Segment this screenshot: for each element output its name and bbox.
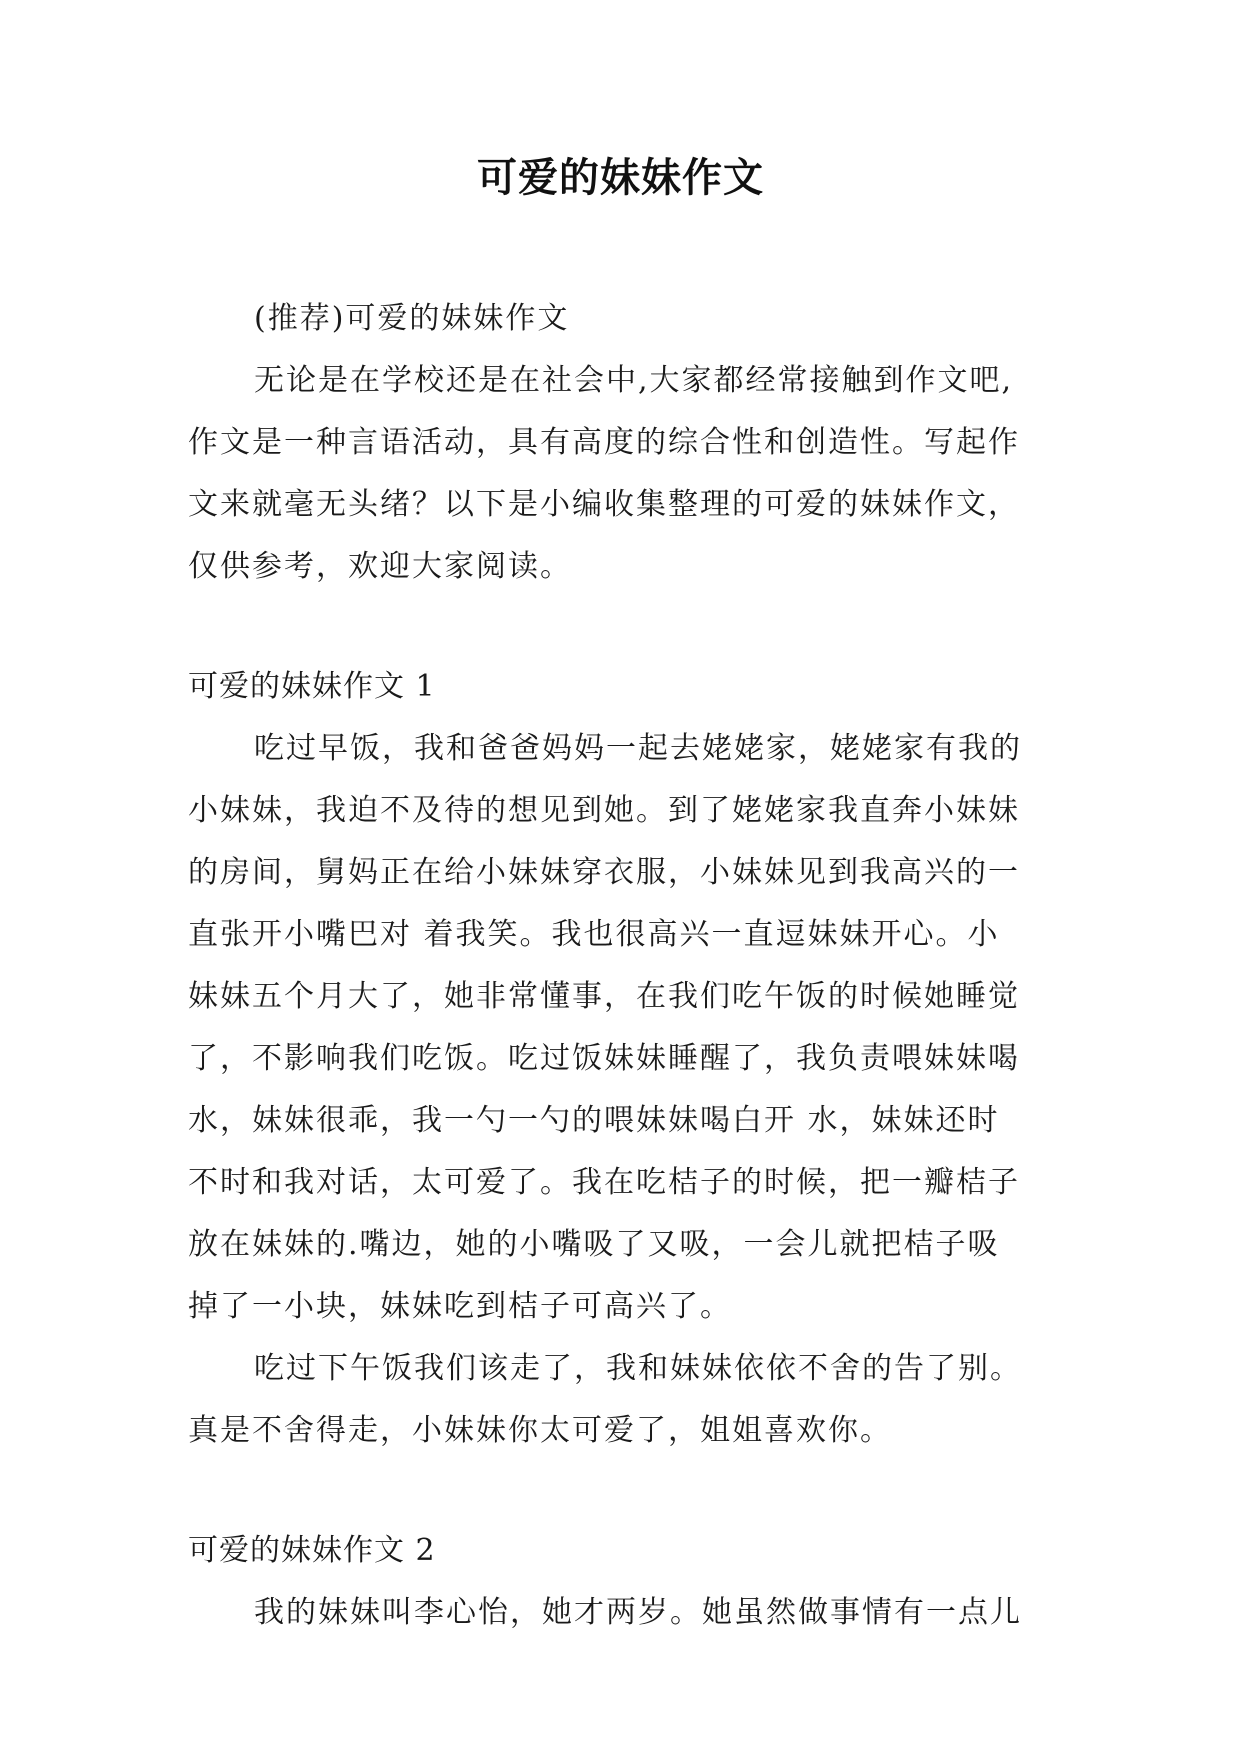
essay-1-paragraph-line: 吃过早饭，我和爸爸妈妈一起去姥姥家，姥姥家有我的 (254, 731, 1022, 766)
essay-1-paragraph-line: 放在妹妹的.嘴边，她的小嘴吸了又吸，一会儿就把桔子吸 (188, 1227, 1000, 1262)
intro-line: 文来就毫无头绪？以下是小编收集整理的可爱的妹妹作文， (188, 487, 1020, 522)
essay-1-paragraph-line: 的房间，舅妈正在给小妹妹穿衣服，小妹妹见到我高兴的一 (188, 855, 1020, 890)
document-title: 可爱的妹妹作文 (477, 155, 764, 201)
essay-1-heading: 可爱的妹妹作文 1 (188, 669, 436, 704)
document-body (188, 288, 1068, 1644)
intro-subtitle: (推荐)可爱的妹妹作文 (254, 301, 570, 336)
essay-1-paragraph-line: 真是不舍得走，小妹妹你太可爱了，姐姐喜欢你。 (188, 1413, 892, 1448)
essay-2-paragraph-line: 我的妹妹叫李心怡，她才两岁。她虽然做事情有一点儿 (254, 1595, 1022, 1630)
essay-1-paragraph-line: 水，妹妹很乖，我一勺一勺的喂妹妹喝白开 水，妹妹还时 (188, 1103, 1000, 1138)
essay-1-paragraph-line: 了，不影响我们吃饭。吃过饭妹妹睡醒了，我负责喂妹妹喝 (188, 1041, 1020, 1076)
section-spacer (188, 1462, 1068, 1520)
section-spacer (188, 598, 1068, 656)
essay-1-paragraph-line: 吃过下午饭我们该走了，我和妹妹依依不舍的告了别。 (254, 1351, 1022, 1386)
essay-1-paragraph-line: 小妹妹，我迫不及待的想见到她。到了姥姥家我直奔小妹妹 (188, 793, 1020, 828)
intro-line: 无论是在学校还是在社会中,大家都经常接触到作文吧, (254, 363, 1014, 398)
essay-2-heading: 可爱的妹妹作文 2 (188, 1533, 436, 1568)
essay-1-paragraph-line: 不时和我对话，太可爱了。我在吃桔子的时候，把一瓣桔子 (188, 1165, 1020, 1200)
essay-1-paragraph-line: 掉了一小块，妹妹吃到桔子可高兴了。 (188, 1289, 732, 1324)
intro-line: 仅供参考，欢迎大家阅读。 (188, 549, 572, 584)
intro-line: 作文是一种言语活动，具有高度的综合性和创造性。写起作 (188, 425, 1020, 460)
essay-1-paragraph-line: 妹妹五个月大了，她非常懂事，在我们吃午饭的时候她睡觉 (188, 979, 1020, 1014)
essay-1-paragraph-line: 直张开小嘴巴对 着我笑。我也很高兴一直逗妹妹开心。小 (188, 917, 1000, 952)
